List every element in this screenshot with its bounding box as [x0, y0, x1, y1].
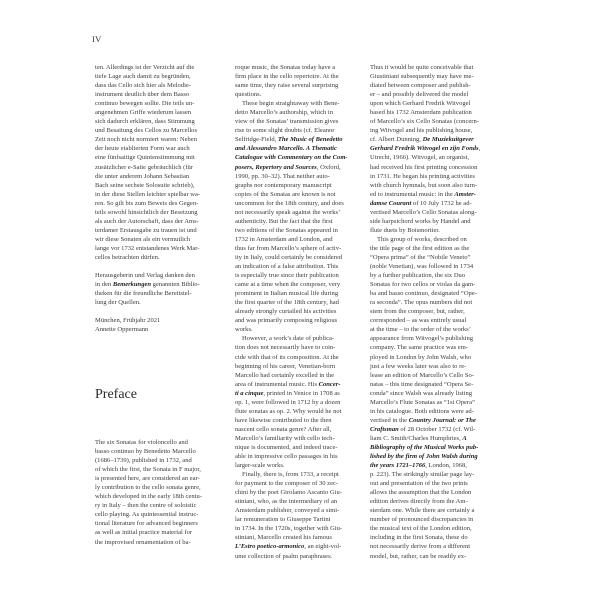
- text-line: Amsterdam publisher, conveyed a simi-: [235, 507, 340, 515]
- text-line: posers, Repertory and Sources, Oxford,: [235, 163, 341, 171]
- text-line: Thus it would be quite conceivable that: [370, 64, 474, 71]
- text-line: nascent cello sonata genre? After all,: [235, 425, 332, 433]
- text-line: allows the assumption that the London: [370, 489, 472, 497]
- text-line: area of instrumental music. His Concer-: [235, 380, 341, 388]
- text-line: However, a work’s date of publica-: [242, 335, 335, 343]
- text-line: conda” since Walsh was already listing: [370, 389, 473, 397]
- text-line: came at a time when the composer, very: [235, 281, 341, 289]
- text-line: beginning of his career, Venetian-born: [235, 362, 336, 370]
- text-line: ing Witvogel and his publishing house,: [370, 127, 473, 135]
- text-line: ti a cinque, printed in Venice in 1708 as: [235, 389, 340, 397]
- text-line: natas – this time designated “Opera Se-: [370, 380, 474, 388]
- text-line: 1732 in Amsterdam and London, and: [235, 235, 333, 243]
- text-line: der heute etablierten Form war auch: [95, 145, 190, 153]
- text-line: zusätzlicher e-Saite gebräuchlich (für: [95, 163, 193, 171]
- acknowledgement-line: Herausgeberin und Verlag danken den: [95, 272, 195, 280]
- text-line: eine fünfsaitige Quintenstimmung mit: [95, 154, 195, 162]
- text-line: just a few weeks later was also to re-: [370, 362, 467, 370]
- text-line: L’Estro poetico-armonico, an eight-vol-: [235, 543, 342, 551]
- text-line: thus far from Marcello’s sphere of activ-: [235, 244, 342, 252]
- text-line: in 1734. In the 1720s, together with Giu-: [235, 525, 343, 533]
- text-line: ed to instrumental music: in the Amster-: [370, 190, 476, 198]
- text-line: Marcello’s Flute Sonatas as “1st Opera”: [370, 398, 475, 406]
- text-line: Sonatas for two cellos or violas da gam-: [370, 281, 476, 289]
- text-line: The six Sonatas for violoncello and: [95, 439, 188, 446]
- text-line: ba and basso continuo, designated “Ope-: [370, 290, 477, 298]
- text-line: Zeit noch nicht normiert waren: Neben: [95, 136, 197, 144]
- text-line: Catalogue with Commentary on the Com-: [235, 154, 348, 162]
- paragraph-gap: [95, 307, 228, 316]
- text-line: had received his first printing concession: [370, 163, 478, 171]
- text-line: chini by the poet Girolamo Ascanio Giu-: [235, 489, 342, 497]
- text-line: copies of the Sonatas are known is not: [235, 190, 336, 198]
- text-line: of which the first, the Sonata in F major,: [95, 466, 201, 474]
- text-line: continuo bewegen sollte. Die teils un-: [95, 100, 195, 108]
- text-line: Marcello’s familiarity with cello tech-: [235, 434, 335, 442]
- text-line: authenticity. But the fact that the first: [235, 217, 333, 225]
- text-line: ly contribution to the cello sonata genre,: [95, 484, 201, 492]
- text-line: the title page of the first edition as the: [370, 244, 470, 252]
- text-line: ume collection of psalm paraphrases.: [235, 552, 333, 560]
- text-line: Utrecht, 1966). Witvogel, an organist,: [370, 154, 470, 162]
- text-line: terdamer Erstausgabe zu trauen ist und: [95, 226, 197, 234]
- text-line: graphs nor contemporary manuscript: [235, 181, 332, 189]
- text-line: at the time – to the order of the works’: [370, 326, 471, 334]
- text-line: Selfridge-Field, The Music of Benedetto: [235, 136, 343, 144]
- acknowledgement-line: theken für die freundliche Bereitstel-: [95, 290, 192, 298]
- text-line: teils sowohl hinsichtlich der Besetzung: [95, 208, 198, 216]
- text-line: wir diese Sonaten als ein vermutlich: [95, 235, 191, 243]
- text-line: model, but, rather, can be readily ex-: [370, 552, 467, 560]
- text-line: nique is documented, and indeed trace-: [235, 443, 338, 451]
- text-line: the first quarter of the 18th century, had: [235, 299, 339, 307]
- text-line: rise to some slight doubts (cf. Eleanor: [235, 127, 335, 135]
- text-line: corresponded – as was entirely usual: [370, 317, 467, 325]
- place-date: München, Frühjahr 2021: [95, 317, 161, 325]
- text-line: including in the first Sonata, these do: [370, 534, 468, 542]
- text-line: cf. Albert Dunning, De Muziekuitgever: [370, 136, 474, 144]
- text-line: have likewise contributed to the then: [235, 416, 332, 424]
- text-line: side harpsichord works by Handel and: [370, 217, 471, 225]
- text-line: lar remuneration to Giuseppe Tartini: [235, 516, 331, 524]
- text-line: stiniani, who, as the intermediary of an: [235, 498, 338, 506]
- text-line: “Opera prima” of the “Nobile Veneto”: [370, 253, 471, 261]
- text-line: (1686–1739), published in 1732, and: [95, 457, 192, 465]
- text-line: These begin straightaway with Bene-: [242, 100, 340, 108]
- text-line: out and presentation of the two prints: [370, 480, 468, 488]
- text-line: ten. Allerdings ist der Verzicht auf die: [95, 64, 195, 71]
- text-line: flute sonatas as op. 2. Why would he not: [235, 407, 342, 415]
- text-line: as well as initial practice material for: [95, 529, 193, 537]
- text-line: tional literature for advanced beginners: [95, 520, 198, 528]
- acknowledgement-line: lung der Quellen.: [95, 299, 141, 307]
- text-line: the years 1721–1766, London, 1968,: [370, 462, 467, 470]
- text-line: vertised in the Country Journal: or The: [370, 416, 476, 424]
- text-line: an indication of a false attribution. This: [235, 263, 339, 271]
- text-line: uncommon for the 18th century, and does: [235, 199, 344, 207]
- text-line: cello playing. As quintessential instruc-: [95, 511, 199, 519]
- text-line: already strongly curtailed his activities: [235, 308, 337, 316]
- text-line: prominent in Italian musical life during: [235, 290, 339, 298]
- text-line: die unter anderem Johann Sebastian: [95, 172, 190, 180]
- text-line: 1990, pp. 30–32). That neither auto-: [235, 172, 330, 180]
- text-line: roque music, the Sonatas today have a: [235, 64, 336, 71]
- text-line: in der diese Stellen leichter spielbar wa-: [95, 190, 201, 198]
- text-line: ry in Italy – then the centre of soloistic: [95, 502, 197, 510]
- text-line: basso continuo by Benedetto Marcello: [95, 448, 196, 456]
- text-line: Bach seine sechste Solosuite schrieb),: [95, 181, 195, 189]
- text-line: er – and possibly delivered the model: [370, 91, 469, 99]
- text-line: of Marcello’s six Cello Sonatas (concern-: [370, 118, 479, 126]
- text-line: ren. So gilt bis zum Beweis des Gegen-: [95, 199, 199, 207]
- text-line: not necessarily derive from a different: [370, 543, 471, 551]
- text-line: the musical text of the London edition,: [370, 525, 472, 533]
- text-line: instrument deutlich über dem Basso: [95, 91, 190, 99]
- text-line: not necessarily speak against the works’: [235, 208, 341, 216]
- author-name: Annette Oppermann: [95, 326, 149, 334]
- text-line: tiefe Lage auch damit zu begründen,: [95, 73, 191, 81]
- page-number: IV: [92, 34, 102, 44]
- text-line: Gerhard Fredrik Witvogel en zijn Fonds,: [370, 145, 481, 153]
- text-line: works.: [235, 326, 253, 334]
- english-preface-column-1: [95, 438, 228, 547]
- text-line: based his 1732 Amsterdam publication: [370, 109, 472, 117]
- text-line: Bibliography of the Musical Works pub-: [370, 443, 479, 451]
- english-preface-column-2: [235, 63, 368, 561]
- text-line: Finally, there is, from 1733, a receipt: [242, 471, 339, 479]
- text-line: lange vor 1732 entstandenes Werk Mar-: [95, 244, 200, 252]
- text-line: stem from the composer, but, rather,: [370, 308, 465, 316]
- text-line: is presented here, are considered an ear-: [95, 475, 200, 483]
- text-line: p. 223). The strikingly similar page lay-: [370, 471, 475, 479]
- text-line: company. The same practice was em-: [370, 344, 468, 352]
- text-line: for payment to the composer of 30 zec-: [235, 480, 339, 488]
- preface-heading: Preface: [95, 387, 137, 402]
- text-line: lished by the firm of John Walsh during: [370, 453, 478, 461]
- german-preface-column: [95, 63, 228, 334]
- acknowledgement-line: in den Bemerkungen genannten Biblio-: [95, 281, 200, 289]
- text-line: able in impressive cello passages in his: [235, 453, 338, 461]
- text-line: (noble Venetian), was followed in 1734: [370, 263, 474, 271]
- paragraph-gap: [95, 262, 228, 271]
- text-line: edition derives directly from the Am-: [370, 498, 468, 506]
- text-line: is especially true since their publication: [235, 272, 339, 280]
- text-line: the improvised ornamentation of ba-: [95, 538, 191, 546]
- text-line: flute duets by Boismortier.: [370, 226, 440, 234]
- text-line: cellos betrachten dürfen.: [95, 253, 160, 261]
- text-line: with church hymnals, but soon also turn-: [370, 181, 478, 189]
- text-line: ployed in London by John Walsh, who: [370, 353, 472, 361]
- text-line: firm place in the cello repertoire. At the: [235, 73, 339, 81]
- text-line: dass das Cello sich hier als Melodie-: [95, 82, 192, 90]
- text-line: in his catalogue. Both editions were ad-: [370, 407, 474, 415]
- text-line: two editions of the Sonatas appeared in: [235, 226, 338, 234]
- text-line: Marcello had certainly excelled in the: [235, 371, 335, 379]
- text-line: Giustiniani subsequently may have me-: [370, 73, 474, 81]
- text-line: damse Courant of 10 July 1732 he ad-: [370, 199, 472, 207]
- text-line: als auch der Autorschaft, dass der Ams-: [95, 217, 199, 225]
- text-line: larger-scale works.: [235, 462, 285, 470]
- text-line: by a further publication, the six Duo: [370, 272, 466, 280]
- text-line: und Besaitung des Cellos zu Marcellos: [95, 127, 198, 135]
- text-line: number of pronounced discrepancies in: [370, 516, 474, 524]
- text-line: lease an edition of Marcello’s Cello So-: [370, 371, 474, 379]
- text-line: in 1731. He began his printing activities: [370, 172, 475, 180]
- text-line: cide with that of its composition. At the: [235, 353, 339, 361]
- text-line: and Alessandro Marcello. A Thematic: [235, 145, 337, 153]
- english-preface-column-3: [370, 63, 508, 561]
- text-line: vertised Marcello’s Cello Sonatas along-: [370, 208, 477, 216]
- text-line: ity in Italy, could certainly be considered: [235, 253, 343, 261]
- text-line: This group of works, described on: [377, 235, 467, 243]
- text-line: liam C. Smith/Charles Humphries, A: [370, 434, 467, 442]
- text-line: same time, they raise several surprising: [235, 82, 339, 90]
- text-line: upon which Gerhard Fredrik Witvogel: [370, 100, 471, 108]
- text-line: diated between composer and publish-: [370, 82, 471, 90]
- text-line: Craftsman of 28 October 1732 (cf. Wil-: [370, 425, 476, 433]
- text-line: detto Marcello’s authorship, which in: [235, 109, 334, 117]
- text-line: appearance from Witvogel’s publishing: [370, 335, 474, 343]
- text-line: stiniani, Marcello created his famous: [235, 534, 332, 542]
- text-line: and was primarily composing religious: [235, 317, 338, 325]
- text-line: view of the Sonatas’ transmission gives: [235, 118, 339, 126]
- text-line: which developed in the early 18th centu-: [95, 493, 202, 501]
- text-line: questions.: [235, 91, 262, 99]
- text-line: tion does not necessarily have to coin-: [235, 344, 336, 352]
- text-line: angenehmen Griffe wiederum lassen: [95, 109, 192, 117]
- text-line: ra seconda”. The opus numbers did not: [370, 299, 473, 307]
- text-line: op. 1, were followed in 1712 by a dozen: [235, 398, 341, 406]
- text-line: sterdam one. While there are certainly a: [370, 507, 475, 515]
- text-line: sich dadurch erklären, dass Stimmung: [95, 118, 195, 126]
